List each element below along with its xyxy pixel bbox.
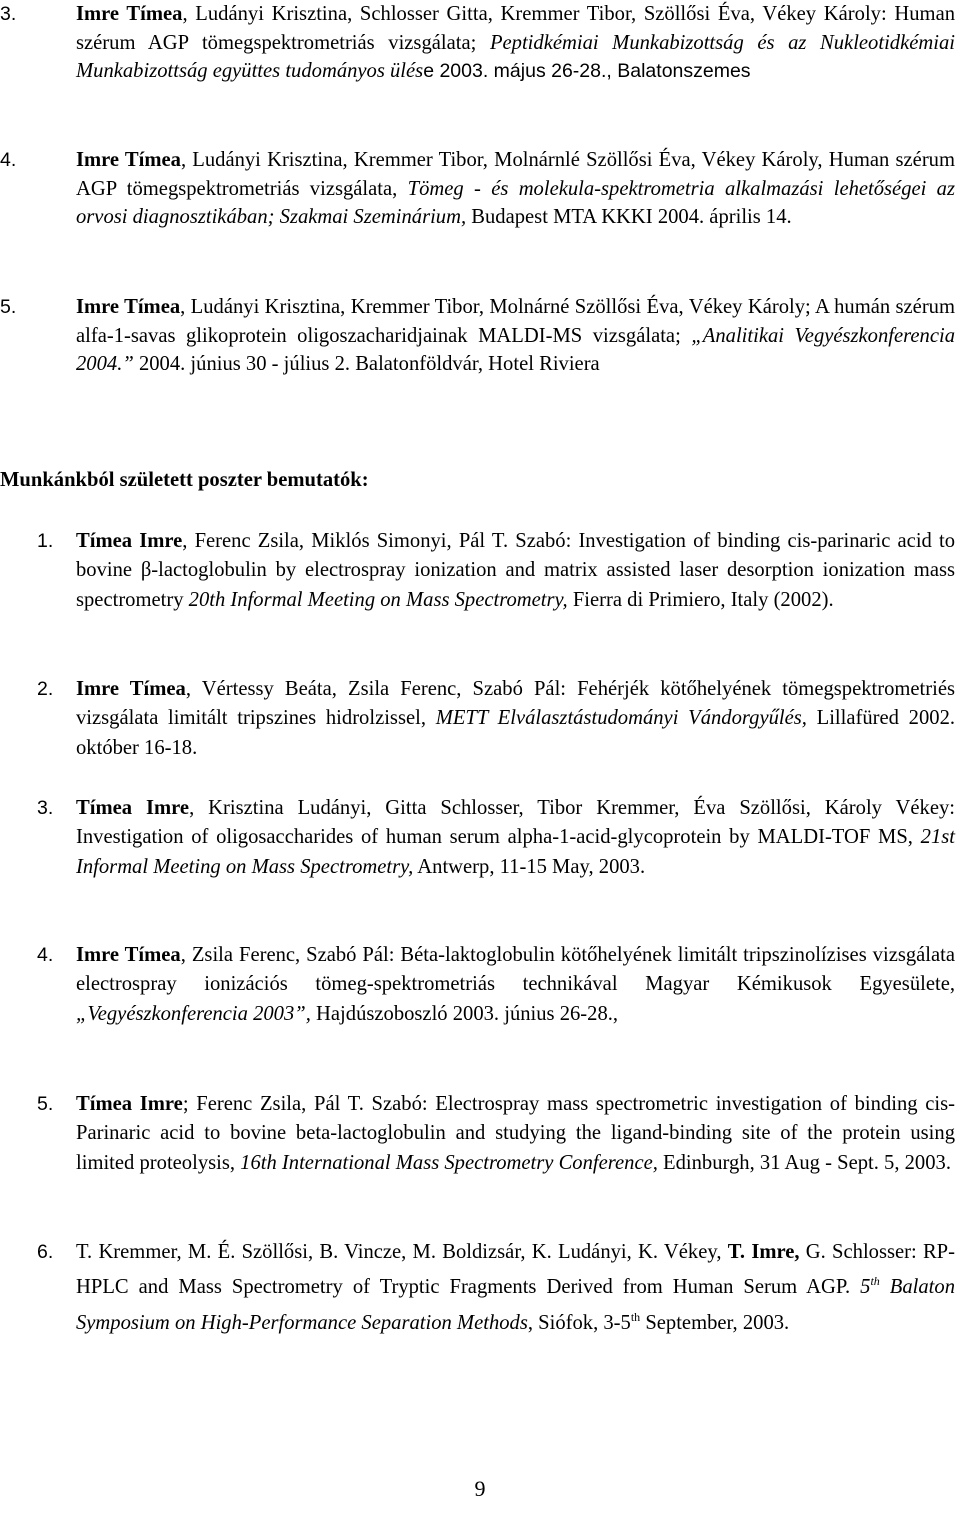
- authors: , Ferenc Zsila, Miklós Simonyi, Pál T. Szabó: Investigation of binding cis-parinaric acid to bovine β-lactoglobulin by electrospray ionization and matrix assisted laser desorption ionization mass spectrometry: [76, 530, 955, 611]
- talk-entry: [0, 0, 955, 86]
- venue-details: Edinburgh, 31 Aug - Sept. 5, 2003.: [657, 1151, 951, 1174]
- poster-entry: [0, 1238, 955, 1338]
- author-highlight: Imre Tímea: [76, 3, 183, 25]
- poster-entry: [0, 941, 955, 1029]
- date-ordinal-suffix: th: [630, 1309, 641, 1324]
- venue-ordinal-suffix: th: [870, 1274, 880, 1289]
- venue-details: , Siófok, 3-5: [527, 1311, 631, 1334]
- entry-number: 4.: [37, 944, 54, 966]
- entry-number: 2.: [37, 678, 54, 700]
- author-highlight: Tímea Imre: [76, 1093, 183, 1115]
- entry-number: 3.: [37, 797, 54, 819]
- venue-details: Hajdúszoboszló 2003. június 26-28.,: [310, 1002, 619, 1025]
- entry-text: [76, 146, 955, 232]
- poster-entry: [0, 675, 955, 763]
- author-highlight: T. Imre,: [727, 1241, 800, 1263]
- author-highlight: Imre Tímea: [76, 296, 181, 318]
- authors: , Krisztina Ludányi, Gitta Schlosser, Tibor Kremmer, Éva Szöllősi, Károly Vékey: Investigation of oligosaccharides of human serum alpha-1-acid-glycoprotein by MALDI-TOF MS,: [76, 797, 955, 849]
- entry-number: 1.: [37, 530, 54, 552]
- poster-section-heading: Munkánkból született poszter bemutatók:: [0, 469, 369, 491]
- venue: METT Elválasztástudományi Vándorgyűlés,: [435, 707, 807, 730]
- author-highlight: Imre Tímea: [76, 149, 181, 171]
- venue: „Vegyészkonferencia 2003”,: [76, 1002, 311, 1025]
- entry-number: 3.: [0, 3, 17, 25]
- venue-details: Fierra di Primiero, Italy (2002).: [567, 588, 834, 611]
- entry-text: [76, 675, 955, 763]
- entry-text: [76, 293, 955, 379]
- venue-details: e 2003. május 26-28., Balatonszemes: [423, 60, 751, 82]
- poster-entry: [0, 1090, 955, 1178]
- authors: , Zsila Ferenc, Szabó Pál: Béta-laktoglobulin kötőhelyének limitált tripszinolízises vizsgálata electrospray ionizációs tömeg-spektrometriás technikával Magyar Kémikusok Egyesülete,: [76, 944, 956, 996]
- author-highlight: Imre Tímea: [76, 944, 181, 966]
- venue: Peptidkémiai Munkabizottság és az Nukleotidkémiai Munkabizottság együttes tudományos ülés: [76, 31, 955, 82]
- entry-text: [76, 941, 955, 1029]
- venue: 16th International Mass Spectrometry Conference,: [240, 1151, 658, 1174]
- entry-text: [76, 1090, 955, 1178]
- venue: 20th Informal Meeting on Mass Spectrometry,: [188, 588, 568, 611]
- authors: G. Schlosser: RP-HPLC and Mass Spectrometry of Tryptic Fragments Derived from Human Serum AGP.: [76, 1241, 955, 1299]
- page-number: 9: [474, 1476, 486, 1501]
- authors-lead: T. Kremmer, M. É. Szöllősi, B. Vincze, M. Boldizsár, K. Ludányi, K. Vékey,: [76, 1241, 728, 1263]
- entry-text: [76, 794, 955, 882]
- venue-details: 2004. június 30 - július 2. Balatonföldvár, Hotel Riviera: [133, 353, 600, 375]
- entry-text: [76, 1238, 955, 1338]
- venue-details: Budapest MTA KKKI 2004. április 14.: [466, 206, 792, 228]
- venue-ordinal: 5: [860, 1276, 871, 1299]
- venue: Balaton Symposium on High-Performance Separation Methods: [76, 1276, 955, 1334]
- talk-entry: [0, 293, 955, 379]
- entry-number: 5.: [37, 1093, 54, 1115]
- entry-number: 6.: [37, 1241, 54, 1263]
- venue: 21st Informal Meeting on Mass Spectrometry,: [76, 826, 955, 878]
- venue: Tömeg - és molekula-spektrometria alkalmazási lehetőségei az orvosi diagnosztikában; Szakmai Szeminárium,: [76, 177, 955, 228]
- author-highlight: Tímea Imre: [76, 797, 190, 819]
- venue-date: September, 2003.: [640, 1311, 790, 1334]
- poster-entry: [0, 527, 955, 615]
- talk-entry: [0, 146, 955, 232]
- entry-number: 5.: [0, 296, 17, 318]
- venue-details: Antwerp, 11-15 May, 2003.: [413, 855, 646, 878]
- poster-entry: [0, 794, 955, 882]
- venue-details: Lillafüred 2002. október 16-18.: [76, 707, 956, 759]
- entry-text: [76, 0, 955, 86]
- author-highlight: Tímea Imre: [76, 530, 183, 552]
- entry-text: [76, 527, 955, 615]
- authors: , Ludányi Krisztina, Kremmer Tibor, Molnárnlé Szöllősi Éva, Vékey Károly, Human szérum AGP tömegspektrometriás vizsgálata,: [76, 149, 955, 200]
- authors: , Ludányi Krisztina, Kremmer Tibor, Molnárné Szöllősi Éva, Vékey Károly; A humán szérum alfa-1-savas glikoprotein oligoszacharidjainak MALDI-MS vizsgálata;: [76, 296, 955, 347]
- authors: , Vértessy Beáta, Zsila Ferenc, Szabó Pál: Fehérjék kötőhelyének tömegspektrometriés vizsgálata limitált tripszines hidrolzissel,: [76, 678, 956, 730]
- author-highlight: Imre Tímea: [76, 678, 186, 700]
- authors: ; Ferenc Zsila, Pál T. Szabó: Electrospray mass spectrometric investigation of binding cis-Parinaric acid to bovine beta-lactoglobulin and studying the ligand-binding site of the protein using limited proteolysis,: [76, 1093, 955, 1174]
- venue: „Analitikai Vegyészkonferencia 2004.”: [76, 324, 955, 375]
- authors: , Ludányi Krisztina, Schlosser Gitta, Kremmer Tibor, Szöllősi Éva, Vékey Károly: Human szérum AGP tömegspektrometriás vizsgálata;: [76, 3, 956, 54]
- entry-number: 4.: [0, 149, 17, 171]
